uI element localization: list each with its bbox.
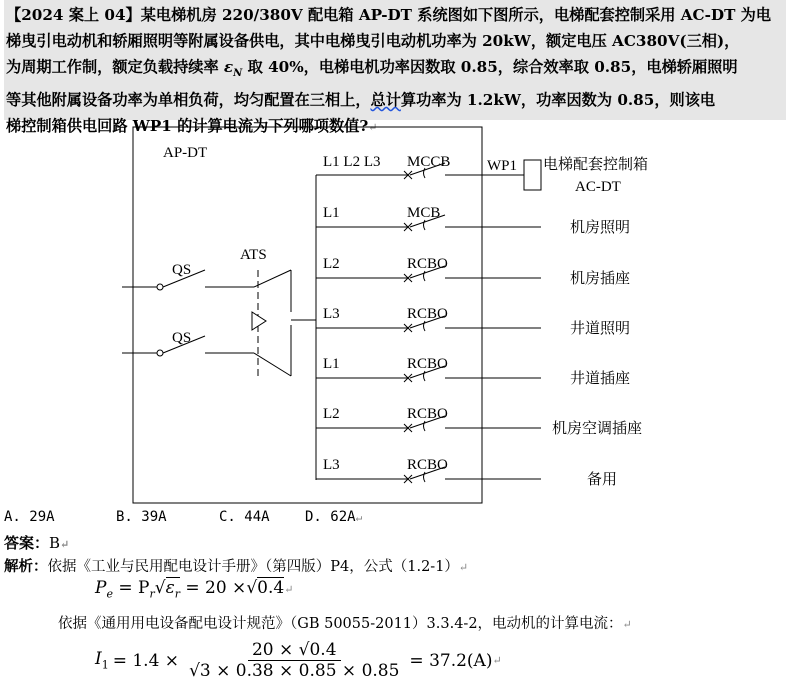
circuit-2-load: 机房照明 (570, 220, 631, 236)
circuit-5-phase: L1 (323, 356, 340, 372)
analysis-line (4, 555, 468, 576)
answer-label: 答案： (4, 534, 50, 552)
question-line-5: 梯控制箱供电回路 WP1 的计算电流为下列哪项数值?↵ (6, 117, 378, 136)
option-a: A. 29A (4, 509, 55, 525)
question-line-2: 梯曳引电动机和轿厢照明等附属设备供电，其中电梯曳引电动机功率为 20kW，额定电压 AC380V(三相)， (6, 32, 740, 50)
circuit-2-device: MCB (407, 205, 441, 221)
circuit-7-load: 备用 (587, 472, 618, 488)
ats-label: ATS (240, 247, 267, 263)
paragraph-mark-icon: ↵ (60, 538, 70, 551)
circuit-3-phase: L2 (323, 256, 340, 272)
circuit-4-device: RCBO (407, 306, 448, 322)
answer-options (4, 509, 362, 525)
analysis-basis-1: 依据《工业与民用配电设计手册》（第四版）P4，公式（1.2-1） (47, 559, 459, 575)
question-block (4, 0, 786, 136)
paragraph-mark-icon: ↵ (622, 618, 632, 631)
formula-pe: $P_e = P_r√\varepsilon_r = 20$ ×√0.4↵ (95, 578, 294, 601)
paragraph-mark-icon: ↵ (355, 511, 363, 524)
epsilon-symbol: ε (223, 58, 234, 76)
answer-line (4, 532, 69, 553)
analysis-label: 解析： (4, 558, 48, 575)
qs-label-2: QS (172, 330, 192, 346)
fraction: $\frac{20 \times √0.4}{√3 \times 0.38 \times 0.85 \times 0.85}$ (189, 640, 400, 681)
question-tag: 【2024 案上 04】 (6, 6, 141, 24)
circuit-6-load: 机房空调插座 (552, 421, 643, 437)
option-d: D. 62A (305, 509, 356, 525)
circuit-1-phase: L1 L2 L3 (323, 154, 381, 170)
circuit-3-load: 机房插座 (570, 271, 631, 287)
analysis-basis-2-line: 依据《通用用电设备配电设计规范》（GB 50055-2011）3.3.4-2，电动机的计算电流：↵ (58, 616, 632, 632)
circuit-1-load-code: AC-DT (575, 179, 621, 195)
question-line-3: 为周期工作制，额定负载持续率 $\varepsilon_N$ 取 40%，电梯电机功率因数取 0.85，综合效率取 0.85，电梯轿厢照明 (6, 58, 738, 80)
option-b: B. 39A (116, 509, 167, 525)
answer-value: B (49, 534, 61, 552)
question-line-4: 等其他附属设备功率为单相负荷，均匀配置在三相上，总计算功率为 1.2kW，功率因数为 0.85，则该电 (6, 91, 716, 110)
circuit-3-device: RCBO (407, 256, 448, 272)
circuit-6-device: RCBO (407, 406, 448, 422)
circuit-2-phase: L1 (323, 205, 340, 221)
qs-label-1: QS (172, 262, 192, 278)
circuit-4-phase: L3 (323, 306, 340, 322)
circuit-5-device: RCBO (407, 356, 448, 372)
circuit-6-phase: L2 (323, 406, 340, 422)
circuit-1-load: 电梯配套控制箱 (543, 157, 649, 173)
ap-dt-system-diagram (0, 120, 790, 505)
ats-switch (240, 270, 316, 378)
paragraph-mark-icon: ↵ (458, 561, 469, 574)
circuit-7-device: RCBO (407, 457, 448, 473)
panel-label: AP-DT (163, 145, 208, 161)
question-line-1: 【2024 案上 04】某电梯机房 220/380V 配电箱 AP-DT 系统图如下图所示，电梯配套控制采用 AC-DT 为电 (6, 6, 772, 24)
wavy-underlined-text: 总计 (370, 91, 401, 110)
wp1-label: WP1 (487, 158, 517, 174)
branch-circuits (316, 205, 642, 488)
circuit-7-phase: L3 (323, 457, 340, 473)
circuit-4-load: 井道照明 (570, 321, 631, 337)
paragraph-mark-icon: ↵ (368, 121, 378, 135)
circuit-1-device: MCCB (407, 154, 451, 170)
formula-i1: $I_1$ = 1.4 × $\frac{20 \times √0.4}{√3 \times 0.38 \times 0.85 \times 0.85}$ = 37.2(A) ↵ (95, 640, 502, 681)
option-c: C. 44A (219, 509, 270, 525)
circuit-5-load: 井道插座 (570, 371, 631, 387)
